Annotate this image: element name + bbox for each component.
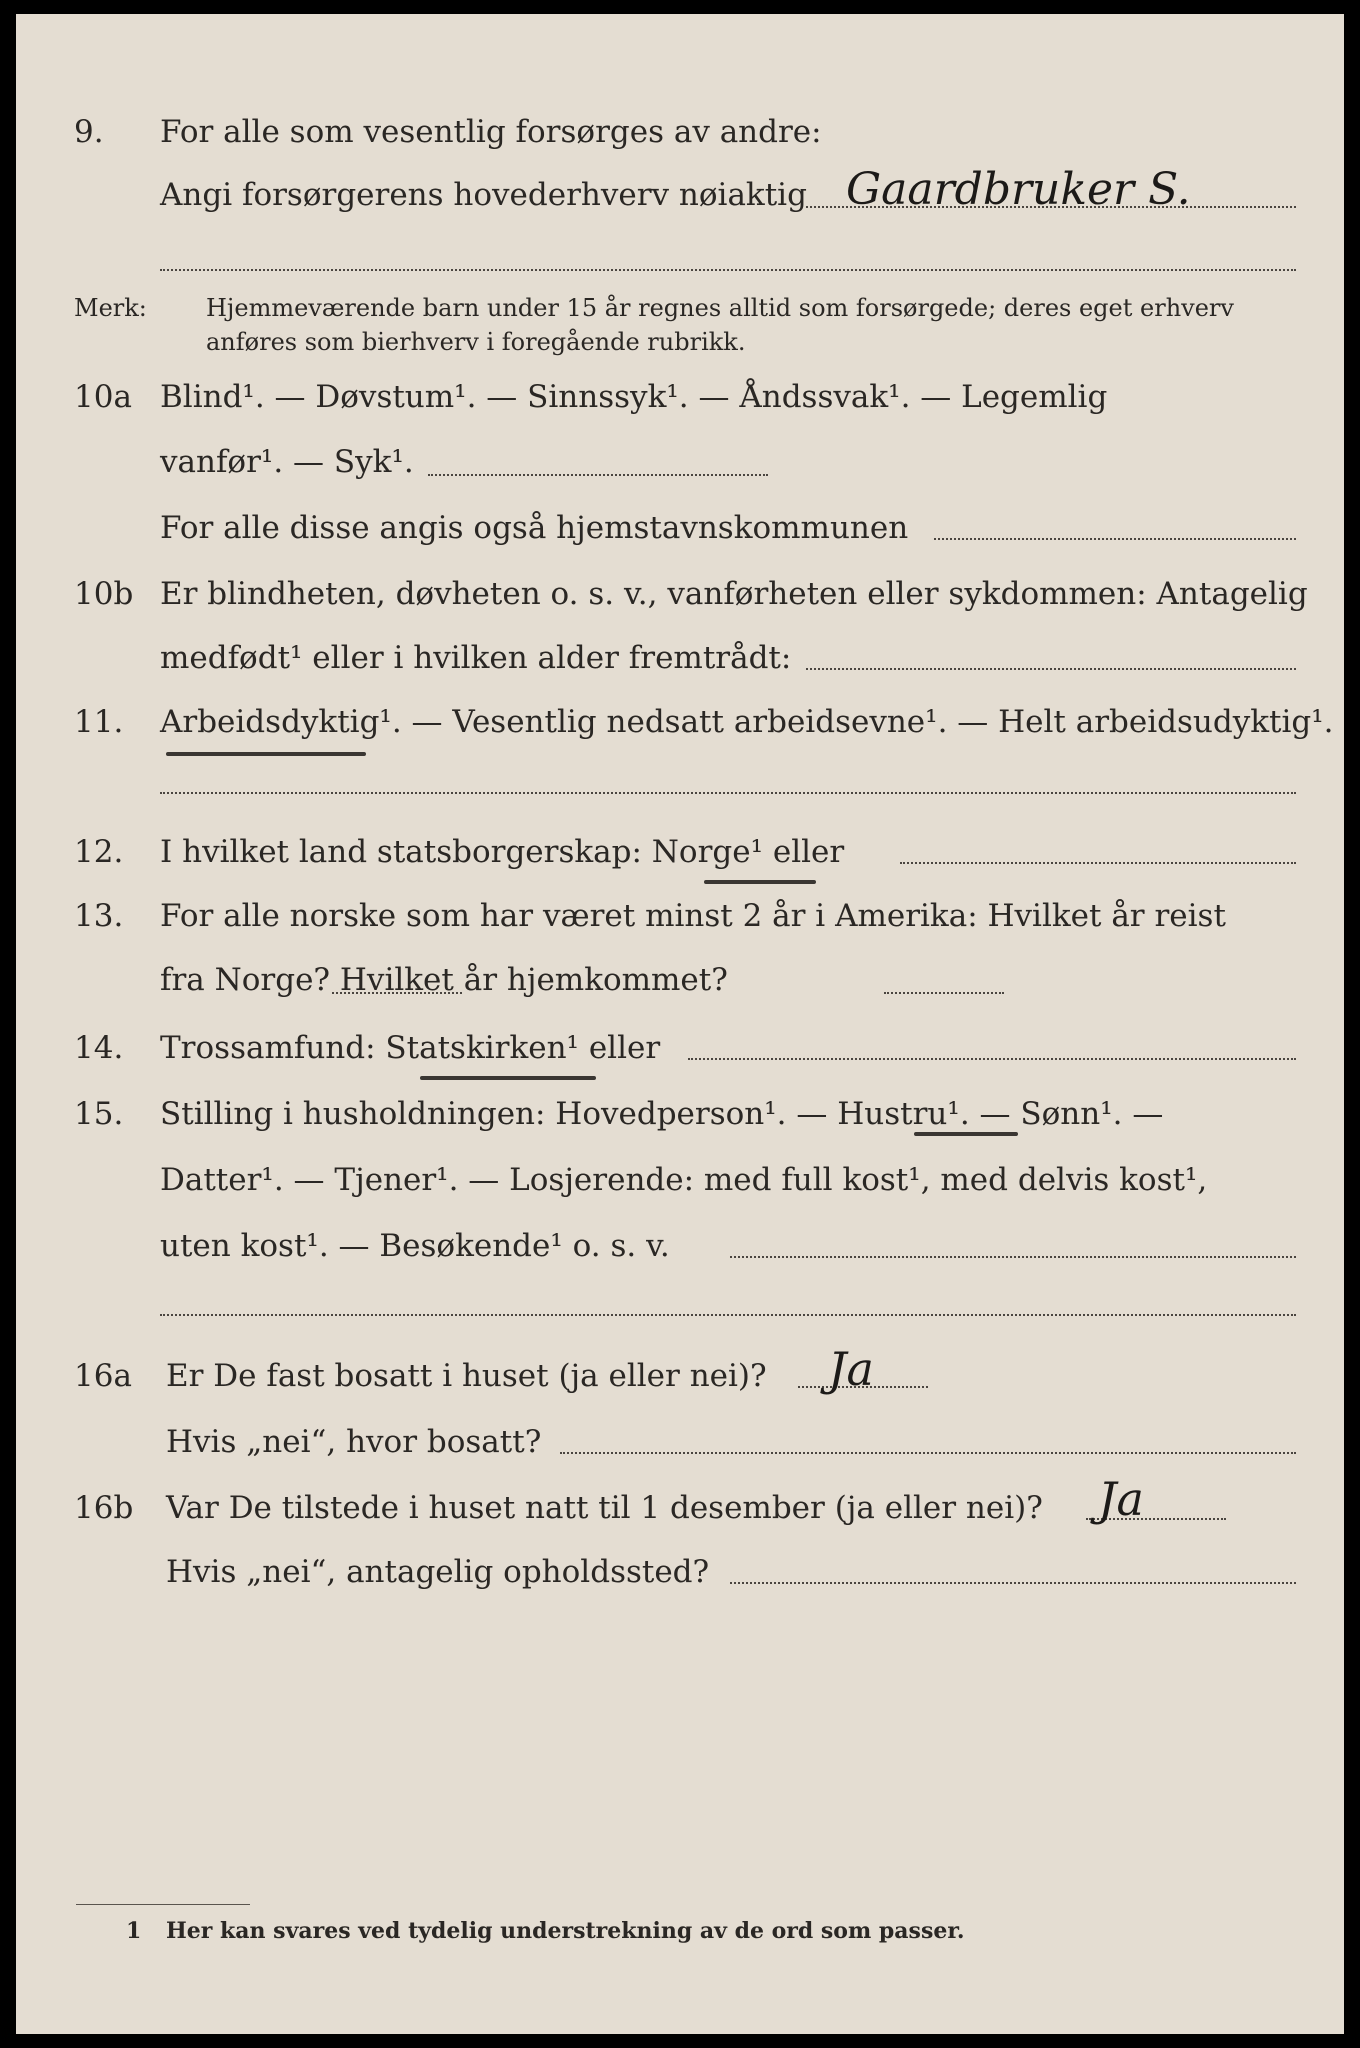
- item-12-number: 12.: [74, 834, 124, 870]
- footnote-marker: 1: [126, 1918, 142, 1944]
- item-16a-line2: Hvis „nei“, hvor bosatt?: [166, 1424, 542, 1460]
- item-15-number: 15.: [74, 1096, 124, 1132]
- item-11-number: 11.: [74, 704, 124, 740]
- item-9-answer: Gaardbruker S.: [846, 164, 1191, 215]
- item-16b-answer: Ja: [1098, 1472, 1144, 1526]
- underline-arbeidsdyktig: [166, 752, 366, 756]
- underline-hustru: [914, 1132, 1018, 1136]
- item-15-extra-line: [160, 1314, 1296, 1316]
- item-12-line1: I hvilket land statsborgerskap: Norge¹ eller: [160, 834, 845, 870]
- item-12-answer-line: [900, 862, 1296, 864]
- item-10a-number: 10a: [74, 379, 132, 415]
- item-15-line3: uten kost¹. — Besøkende¹ o. s. v.: [160, 1228, 670, 1264]
- item-16b-line1: Var De tilstede i huset natt til 1 desember (ja eller nei)?: [166, 1490, 1043, 1526]
- item-13-number: 13.: [74, 898, 124, 934]
- item-10b-line2: medfødt¹ eller i hvilken alder fremtrådt:: [160, 640, 792, 676]
- item-10a-line3: For alle disse angis også hjemstavnskommunen: [160, 510, 909, 546]
- item-14-number: 14.: [74, 1030, 124, 1066]
- item-16a-number: 16a: [74, 1358, 132, 1394]
- item-9-number: 9.: [74, 114, 104, 150]
- item-10b-number: 10b: [74, 576, 134, 612]
- item-10a-answer-line: [428, 474, 768, 476]
- item-16b-line2: Hvis „nei“, antagelig opholdssted?: [166, 1554, 710, 1590]
- item-13-answer-line-2: [884, 992, 1004, 994]
- item-13-answer-line-1: [332, 992, 462, 994]
- item-15-line1: Stilling i husholdningen: Hovedperson¹. — Hustru¹. — Sønn¹. —: [160, 1096, 1164, 1132]
- item-11-extra-line: [160, 792, 1296, 794]
- item-16a-answer: Ja: [828, 1342, 874, 1396]
- item-10a-line2: vanfør¹. — Syk¹.: [160, 444, 414, 480]
- item-14-answer-line: [688, 1058, 1296, 1060]
- item-9-line2: Angi forsørgerens hovederhverv nøiaktig: [160, 177, 807, 213]
- form-page: [16, 14, 1344, 2034]
- footnote-rule: [76, 1904, 250, 1905]
- note-text-line2: anføres som bierhverv i foregående rubrikk.: [206, 328, 746, 356]
- item-11-line1: Arbeidsdyktig¹. — Vesentlig nedsatt arbeidsevne¹. — Helt arbeidsudyktig¹.: [160, 704, 1334, 740]
- item-10b-line1: Er blindheten, døvheten o. s. v., vanførheten eller sykdommen: Antagelig: [160, 576, 1308, 612]
- item-16b-answer-line-2: [730, 1582, 1296, 1584]
- item-10a-answer-line-2: [934, 538, 1296, 540]
- item-9-line1: For alle som vesentlig forsørges av andre:: [160, 114, 822, 150]
- note-label: Merk:: [74, 294, 147, 322]
- item-15-answer-line: [730, 1256, 1296, 1258]
- item-9-extra-line: [160, 269, 1296, 271]
- item-16b-number: 16b: [74, 1490, 134, 1526]
- item-14-line1: Trossamfund: Statskirken¹ eller: [160, 1030, 661, 1066]
- item-16a-line1: Er De fast bosatt i huset (ja eller nei)?: [166, 1358, 767, 1394]
- item-10a-line1: Blind¹. — Døvstum¹. — Sinnssyk¹. — Åndssvak¹. — Legemlig: [160, 379, 1108, 415]
- underline-norge: [704, 880, 816, 884]
- item-13-line2: fra Norge? Hvilket år hjemkommet?: [160, 962, 728, 998]
- footnote-text: Her kan svares ved tydelig understrekning av de ord som passer.: [166, 1918, 965, 1944]
- item-16a-answer-line-2: [560, 1452, 1296, 1454]
- item-10b-answer-line: [806, 668, 1296, 670]
- item-13-line1: For alle norske som har været minst 2 år i Amerika: Hvilket år reist: [160, 898, 1226, 934]
- note-text-line1: Hjemmeværende barn under 15 år regnes alltid som forsørgede; deres eget erhverv: [206, 294, 1234, 322]
- item-15-line2: Datter¹. — Tjener¹. — Losjerende: med full kost¹, med delvis kost¹,: [160, 1162, 1208, 1198]
- underline-statskirken: [420, 1076, 596, 1080]
